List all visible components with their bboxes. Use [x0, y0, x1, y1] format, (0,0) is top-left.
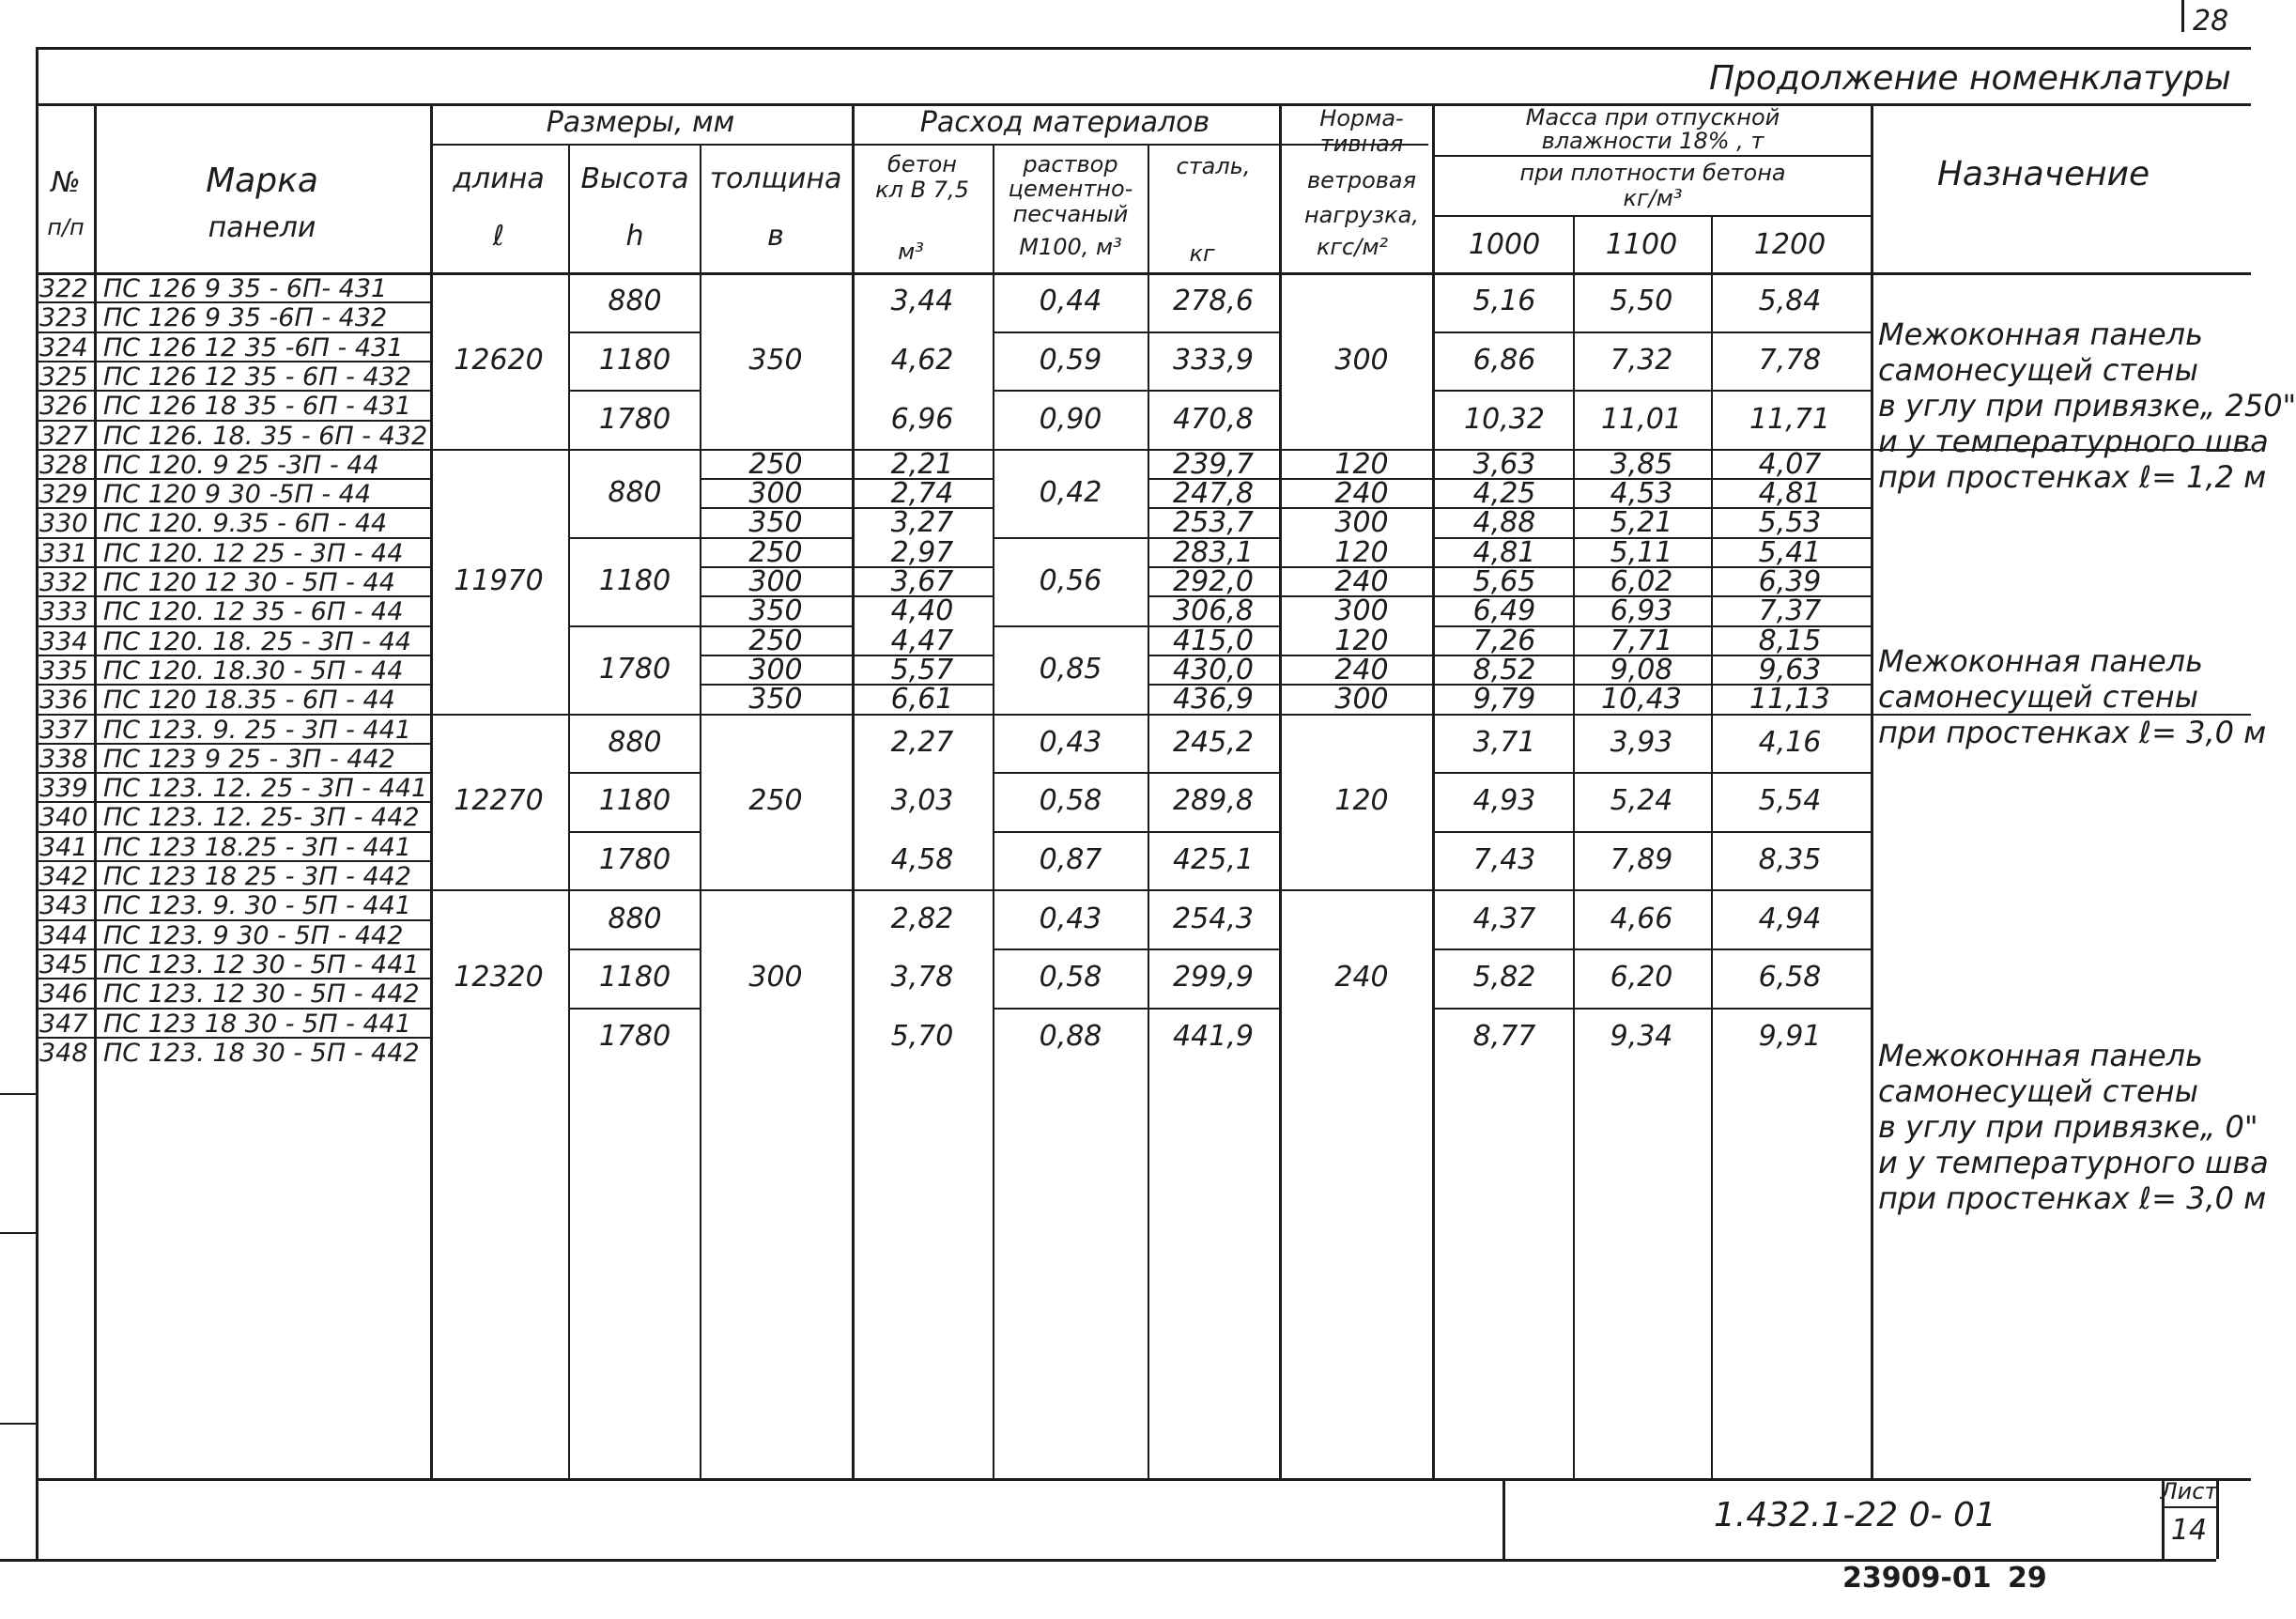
col-line-height [700, 144, 701, 1478]
mortar-value: 0,56 [1039, 564, 1102, 597]
mass-1200-value: 6,58 [1758, 961, 1822, 994]
mortar-value: 0,58 [1039, 784, 1102, 817]
mass-1100-value: 5,50 [1610, 285, 1673, 317]
header-mass-subtitle: влажности 18% , т [1541, 128, 1764, 154]
steel-value: 299,9 [1173, 961, 1254, 994]
mass-1200-value: 8,35 [1758, 843, 1822, 876]
panel-mark: ПС 126 9 35 - 6П- 431 [103, 274, 388, 303]
steel-value: 292,0 [1173, 565, 1254, 598]
header-wind-unit: кгс/м² [1316, 234, 1389, 260]
panel-mark: ПС 126 12 35 - 6П - 432 [103, 362, 411, 392]
row-number: 339 [39, 774, 88, 803]
wind-load-value: 240 [1334, 565, 1389, 598]
mass-1000-value: 8,52 [1472, 654, 1536, 686]
mass-1000-value: 3,71 [1472, 726, 1536, 759]
mass-1000-value: 3,63 [1472, 448, 1536, 481]
purpose-text: самонесущей стены [1878, 1073, 2198, 1109]
length-value: 12270 [454, 784, 544, 817]
row-number: 334 [39, 627, 88, 656]
header-mortar-label: раствор [1023, 151, 1118, 177]
mass-1000-value: 6,86 [1472, 344, 1536, 377]
wind-load-value: 120 [1334, 624, 1389, 657]
concrete-value: 3,27 [890, 506, 954, 539]
header-wind-line1: Норма- [1319, 105, 1404, 131]
mass-1100-value: 6,02 [1610, 565, 1673, 598]
header-mortar-unit: М100, м³ [1019, 234, 1122, 260]
mass-1200-value: 7,78 [1758, 344, 1822, 377]
wind-load-value: 240 [1334, 961, 1389, 994]
concrete-value: 4,58 [890, 843, 954, 876]
height-rule [568, 948, 700, 950]
header-height-label: Высота [580, 162, 689, 195]
header-mortar-type: цементно- [1008, 176, 1133, 202]
steel-value: 245,2 [1173, 726, 1254, 759]
mass-1200-value: 5,41 [1758, 536, 1822, 569]
panel-mark: ПС 120. 12 35 - 6П - 44 [103, 597, 404, 626]
margin-tick-2 [0, 1232, 36, 1234]
row-number: 342 [39, 862, 88, 891]
row-number: 330 [39, 509, 88, 538]
length-value: 12620 [454, 344, 544, 377]
mass-1100-value: 10,43 [1601, 683, 1682, 716]
purpose-text: в углу при привязке„ 250" [1878, 388, 2296, 424]
purpose-text: Межоконная панель [1878, 316, 2203, 352]
mass-1000-value: 6,49 [1472, 594, 1536, 627]
panel-mark: ПС 120 9 30 -5П - 44 [103, 480, 372, 509]
header-mortar-type2: песчаный [1012, 201, 1129, 227]
height-rule [568, 772, 700, 774]
mass-1000-value: 5,65 [1472, 565, 1536, 598]
mass-1000-value: 8,77 [1472, 1020, 1536, 1053]
row-number: 338 [39, 745, 88, 774]
row-number: 344 [39, 921, 88, 950]
purpose-text: в углу при привязке„ 0" [1878, 1109, 2258, 1145]
mass-1000-value: 4,37 [1472, 902, 1536, 935]
row-number: 341 [39, 833, 88, 862]
purpose-text: и у температурного шва [1878, 424, 2269, 459]
header-num-symbol: № [51, 166, 81, 199]
mass-1100-value: 11,01 [1601, 403, 1682, 436]
header-mark-label: Марка [206, 162, 318, 200]
height-rule [568, 831, 700, 833]
mass-1000-value: 9,79 [1472, 683, 1536, 716]
purpose-text: и у температурного шва [1878, 1145, 2269, 1180]
row-number: 326 [39, 392, 88, 421]
row-number: 337 [39, 716, 88, 745]
header-wind-line2: тивная [1319, 131, 1404, 157]
mass-1100-value: 9,34 [1610, 1020, 1673, 1053]
height-value: 880 [608, 726, 662, 759]
row-number: 331 [39, 539, 88, 568]
purpose-text: Межоконная панель [1878, 643, 2203, 679]
panel-mark: ПС 123. 9 30 - 5П - 442 [103, 921, 404, 950]
concrete-value: 2,21 [890, 448, 954, 481]
thickness-value: 250 [748, 624, 803, 657]
mortar-value: 0,44 [1039, 285, 1102, 317]
panel-mark: ПС 126 12 35 -6П - 431 [103, 333, 404, 362]
concrete-value: 3,78 [890, 961, 954, 994]
mass-1200-value: 9,63 [1758, 654, 1822, 686]
panel-mark: ПС 120. 18. 25 - 3П - 44 [103, 627, 411, 656]
document-code: 1.432.1-22 0- 01 [1714, 1496, 1996, 1534]
mass-1200-value: 11,71 [1749, 403, 1830, 436]
purpose-text: при простенках ℓ= 1,2 м [1878, 459, 2267, 495]
row-number: 329 [39, 480, 88, 509]
margin-tick-1 [0, 1093, 36, 1095]
header-density-1100: 1100 [1605, 228, 1678, 261]
row-number: 336 [39, 686, 88, 715]
mass-rule [1432, 772, 1871, 774]
height-value: 880 [608, 285, 662, 317]
header-wind-line3: ветровая [1306, 167, 1417, 193]
material-rule [993, 390, 1279, 392]
steel-value: 289,8 [1173, 784, 1254, 817]
mass-1000-value: 4,88 [1472, 506, 1536, 539]
mass-1000-value: 7,26 [1472, 624, 1536, 657]
thickness-value: 350 [748, 506, 803, 539]
panel-mark: ПС 120. 9 25 -3П - 44 [103, 451, 379, 480]
header-length-symbol: ℓ [492, 220, 505, 253]
mortar-value: 0,43 [1039, 902, 1102, 935]
header-subline-mass [1432, 155, 1871, 157]
row-number: 327 [39, 422, 88, 451]
table-bottom-line [36, 1478, 2251, 1481]
thickness-value: 350 [748, 344, 803, 377]
header-concrete-class: кл В 7,5 [875, 177, 969, 203]
mass-1200-value: 6,39 [1758, 565, 1822, 598]
height-value: 1780 [598, 653, 671, 686]
col-line-num [94, 103, 97, 1478]
purpose-text: самонесущей стены [1878, 679, 2198, 715]
height-value: 1180 [598, 961, 671, 994]
frame-top-border [36, 47, 2251, 50]
material-rule [993, 948, 1279, 950]
mass-1100-value: 5,24 [1610, 784, 1673, 817]
concrete-value: 6,61 [890, 683, 954, 716]
thickness-value: 250 [748, 784, 803, 817]
mass-rule [1432, 831, 1871, 833]
panel-mark: ПС 120. 9.35 - 6П - 44 [103, 509, 388, 538]
wind-load-value: 300 [1334, 683, 1389, 716]
mass-1200-value: 9,91 [1758, 1020, 1822, 1053]
mortar-value: 0,43 [1039, 726, 1102, 759]
steel-value: 254,3 [1173, 902, 1254, 935]
height-value: 1780 [598, 1020, 671, 1053]
mortar-value: 0,85 [1039, 653, 1102, 686]
mass-1200-value: 4,94 [1758, 902, 1822, 935]
height-value: 1780 [598, 843, 671, 876]
mass-1200-value: 4,07 [1758, 448, 1822, 481]
header-purpose: Назначение [1936, 155, 2150, 193]
col-line-1000 [1573, 215, 1575, 1478]
thickness-value: 300 [748, 477, 803, 510]
panel-mark: ПС 120. 12 25 - 3П - 44 [103, 539, 404, 568]
panel-mark: ПС 123. 18 30 - 5П - 442 [103, 1039, 420, 1068]
mass-rule [1432, 1008, 1871, 1010]
panel-mark: ПС 123. 12. 25 - 3П - 441 [103, 774, 428, 803]
height-rule [568, 1008, 700, 1010]
mass-1200-value: 11,13 [1749, 683, 1830, 716]
panel-mark: ПС 126. 18. 35 - 6П - 432 [103, 422, 428, 451]
mass-1100-value: 4,53 [1610, 477, 1673, 510]
header-density-1200: 1200 [1753, 228, 1826, 261]
length-value: 11970 [454, 564, 544, 597]
row-number: 346 [39, 979, 88, 1009]
corner-number: 28 [2193, 5, 2229, 38]
concrete-value: 4,62 [890, 344, 954, 377]
header-density-1000: 1000 [1468, 228, 1541, 261]
row-number: 328 [39, 451, 88, 480]
group-rule [430, 889, 1871, 891]
purpose-text: самонесущей стены [1878, 352, 2198, 388]
concrete-value: 6,96 [890, 403, 954, 436]
col-line-length [568, 144, 570, 1478]
mass-1200-value: 5,54 [1758, 784, 1822, 817]
mass-1000-value: 10,32 [1464, 403, 1545, 436]
mass-1100-value: 7,71 [1610, 624, 1673, 657]
concrete-value: 2,82 [890, 902, 954, 935]
wind-load-value: 300 [1334, 344, 1389, 377]
mass-1000-value: 4,81 [1472, 536, 1536, 569]
panel-mark: ПС 123 9 25 - 3П - 442 [103, 745, 395, 774]
stamp-sheet-divider [2162, 1506, 2216, 1508]
panel-mark: ПС 126 9 35 -6П - 432 [103, 303, 388, 332]
panel-mark: ПС 120 12 30 - 5П - 44 [103, 568, 395, 597]
wind-load-value: 240 [1334, 477, 1389, 510]
mass-1200-value: 4,16 [1758, 726, 1822, 759]
header-num-label: п/п [47, 214, 85, 240]
panel-mark: ПС 123. 12 30 - 5П - 441 [103, 950, 420, 979]
header-concrete-unit: м³ [898, 239, 924, 265]
col-line-1100 [1711, 215, 1713, 1478]
steel-value: 333,9 [1173, 344, 1254, 377]
purpose-text: при простенках ℓ= 3,0 м [1878, 1180, 2267, 1216]
header-materials-title: Расход материалов [919, 106, 1210, 139]
concrete-value: 2,97 [890, 536, 954, 569]
height-value: 1180 [598, 564, 671, 597]
mass-1100-value: 5,11 [1610, 536, 1673, 569]
panel-mark: ПС 123 18 30 - 5П - 441 [103, 1010, 411, 1039]
thickness-value: 350 [748, 683, 803, 716]
steel-value: 239,7 [1173, 448, 1254, 481]
purpose-text: при простенках ℓ= 3,0 м [1878, 715, 2267, 750]
header-concrete-label: бетон [887, 151, 957, 177]
height-rule [568, 625, 700, 627]
header-mass-title: Масса при отпускной [1525, 104, 1780, 131]
row-number: 335 [39, 656, 88, 686]
mass-1100-value: 9,08 [1610, 654, 1673, 686]
header-steel-unit: кг [1189, 240, 1215, 267]
height-value: 1180 [598, 344, 671, 377]
mass-rule [1432, 948, 1871, 950]
mortar-value: 0,42 [1039, 476, 1102, 509]
steel-value: 470,8 [1173, 403, 1254, 436]
row-number: 325 [39, 362, 88, 392]
panel-mark: ПС 123. 12 30 - 5П - 442 [103, 979, 420, 1009]
header-subline-density [1432, 215, 1871, 217]
continuation-title: Продолжение номенклатуры [1709, 59, 2231, 98]
row-number: 332 [39, 568, 88, 597]
mortar-value: 0,87 [1039, 843, 1102, 876]
row-number: 347 [39, 1010, 88, 1039]
mass-1200-value: 4,81 [1758, 477, 1822, 510]
archive-page: 29 [2008, 1562, 2047, 1595]
mass-1000-value: 4,25 [1472, 477, 1536, 510]
mass-1200-value: 5,84 [1758, 285, 1822, 317]
header-mark-sublabel: панели [208, 211, 316, 244]
concrete-value: 4,40 [890, 594, 954, 627]
mass-1000-value: 5,16 [1472, 285, 1536, 317]
wind-load-value: 120 [1334, 784, 1389, 817]
col-line-mortar [1148, 144, 1149, 1478]
margin-tick-3 [0, 1423, 36, 1425]
material-rule [993, 772, 1279, 774]
row-number: 333 [39, 597, 88, 626]
sheet-number: 14 [2170, 1514, 2208, 1547]
header-steel-label: сталь, [1176, 153, 1251, 179]
mass-1000-value: 5,82 [1472, 961, 1536, 994]
concrete-value: 4,47 [890, 624, 954, 657]
concrete-value: 2,74 [890, 477, 954, 510]
concrete-value: 3,44 [890, 285, 954, 317]
mass-rule [1432, 390, 1871, 392]
mass-1100-value: 7,89 [1610, 843, 1673, 876]
steel-value: 283,1 [1173, 536, 1254, 569]
steel-value: 441,9 [1173, 1020, 1254, 1053]
header-length-label: длина [453, 162, 545, 195]
mass-rule [1432, 332, 1871, 333]
height-rule [568, 390, 700, 392]
height-rule [568, 537, 700, 539]
material-rule [993, 332, 1279, 333]
mortar-value: 0,88 [1039, 1020, 1102, 1053]
wind-load-value: 120 [1334, 536, 1389, 569]
concrete-value: 5,70 [890, 1020, 954, 1053]
sheet-label: Лист [2160, 1478, 2218, 1504]
thickness-value: 300 [748, 961, 803, 994]
header-wind-line4: нагрузка, [1303, 202, 1420, 228]
mass-1000-value: 4,93 [1472, 784, 1536, 817]
row-number: 322 [39, 274, 88, 303]
archive-number: 23909-01 [1842, 1562, 1992, 1595]
material-rule [993, 1008, 1279, 1010]
mass-1100-value: 3,85 [1610, 448, 1673, 481]
thickness-value: 250 [748, 536, 803, 569]
wind-load-value: 240 [1334, 654, 1389, 686]
header-height-symbol: h [625, 220, 644, 253]
concrete-value: 3,03 [890, 784, 954, 817]
mass-1200-value: 7,37 [1758, 594, 1822, 627]
mass-1100-value: 4,66 [1610, 902, 1673, 935]
thickness-value: 300 [748, 565, 803, 598]
panel-mark: ПС 123. 9. 25 - 3П - 441 [103, 716, 411, 745]
steel-value: 247,8 [1173, 477, 1254, 510]
thickness-value: 300 [748, 654, 803, 686]
panel-mark: ПС 123 18.25 - 3П - 441 [103, 833, 411, 862]
mass-1200-value: 8,15 [1758, 624, 1822, 657]
row-number: 348 [39, 1039, 88, 1068]
height-value: 880 [608, 476, 662, 509]
panel-mark: ПС 123 18 25 - 3П - 442 [103, 862, 411, 891]
steel-value: 436,9 [1173, 683, 1254, 716]
mortar-value: 0,90 [1039, 403, 1102, 436]
panel-mark: ПС 120 18.35 - 6П - 44 [103, 686, 395, 715]
steel-value: 306,8 [1173, 594, 1254, 627]
col-line-steel [1279, 103, 1282, 1478]
row-number: 324 [39, 333, 88, 362]
col-line-mark [430, 103, 433, 1478]
row-number: 323 [39, 303, 88, 332]
wind-load-value: 300 [1334, 506, 1389, 539]
row-number: 345 [39, 950, 88, 979]
thickness-value: 350 [748, 594, 803, 627]
steel-value: 425,1 [1173, 843, 1254, 876]
header-thickness-symbol: в [767, 220, 784, 253]
concrete-value: 3,67 [890, 565, 954, 598]
header-density-unit: кг/м³ [1623, 185, 1683, 211]
header-thickness-label: толщина [709, 162, 842, 195]
steel-value: 430,0 [1173, 654, 1254, 686]
concrete-value: 2,27 [890, 726, 954, 759]
length-value: 12320 [454, 961, 544, 994]
thickness-value: 250 [748, 448, 803, 481]
panel-mark: ПС 123. 12. 25- 3П - 442 [103, 803, 420, 832]
wind-load-value: 300 [1334, 594, 1389, 627]
row-number: 340 [39, 803, 88, 832]
col-line-thickness [852, 103, 855, 1478]
corner-tick [2181, 0, 2184, 32]
panel-mark: ПС 126 18 35 - 6П - 431 [103, 392, 411, 421]
col-line-concrete [993, 144, 994, 1478]
height-value: 1780 [598, 403, 671, 436]
mass-1100-value: 7,32 [1610, 344, 1673, 377]
mass-1100-value: 3,93 [1610, 726, 1673, 759]
material-rule [993, 831, 1279, 833]
col-line-wind [1432, 103, 1435, 1478]
mass-1200-value: 5,53 [1758, 506, 1822, 539]
purpose-text: Межоконная панель [1878, 1038, 2203, 1073]
row-number: 343 [39, 891, 88, 920]
height-rule [568, 332, 700, 333]
mortar-value: 0,58 [1039, 961, 1102, 994]
header-density-label: при плотности бетона [1519, 160, 1786, 186]
mass-1100-value: 6,20 [1610, 961, 1673, 994]
mortar-value: 0,59 [1039, 344, 1102, 377]
stamp-left-line [1502, 1478, 1505, 1559]
panel-mark: ПС 123. 9. 30 - 5П - 441 [103, 891, 411, 920]
steel-value: 415,0 [1173, 624, 1254, 657]
concrete-value: 5,57 [890, 654, 954, 686]
wind-load-value: 120 [1334, 448, 1389, 481]
steel-value: 253,7 [1173, 506, 1254, 539]
steel-value: 278,6 [1173, 285, 1254, 317]
col-line-1200 [1871, 103, 1873, 1478]
panel-mark: ПС 120. 18.30 - 5П - 44 [103, 656, 404, 686]
mass-1000-value: 7,43 [1472, 843, 1536, 876]
mass-1100-value: 5,21 [1610, 506, 1673, 539]
height-value: 880 [608, 902, 662, 935]
mass-1100-value: 6,93 [1610, 594, 1673, 627]
height-value: 1180 [598, 784, 671, 817]
header-sizes-title: Размеры, мм [546, 106, 735, 139]
